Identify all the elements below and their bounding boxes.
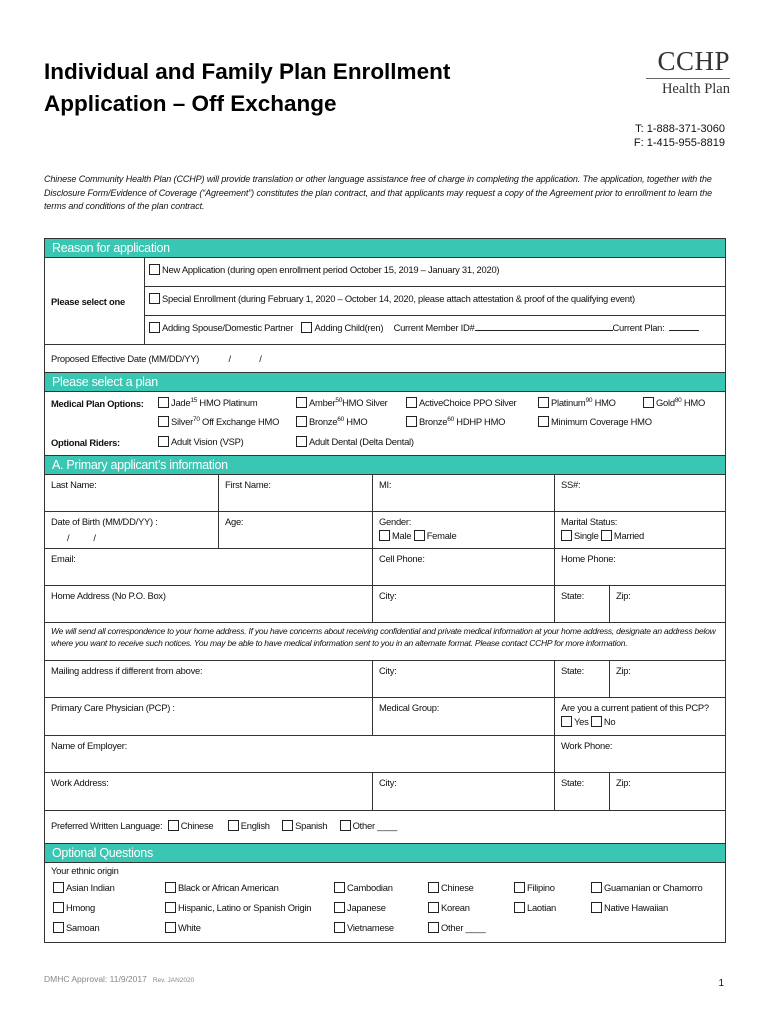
age-field[interactable] [219, 512, 373, 548]
reason-label-cell [45, 258, 145, 344]
marital-married-option[interactable] [601, 530, 644, 541]
ethnic-white[interactable] [165, 922, 201, 933]
age-label: Age: [225, 516, 244, 527]
ethnic-asian-indian-label: Asian Indian [66, 882, 115, 893]
logo-main-text: CCHP [657, 46, 730, 76]
ethnic-cambodian-checkbox[interactable] [334, 882, 345, 893]
home-zip-field[interactable] [610, 586, 725, 622]
lang-chinese-label: Chinese [180, 820, 214, 831]
ethnic-chinese-checkbox[interactable] [428, 882, 439, 893]
marital-label: Marital Status: [561, 516, 618, 527]
ethnic-asian-indian-checkbox[interactable] [53, 882, 64, 893]
member-id-label: Current Member ID# [393, 322, 475, 333]
plan-bronze-label: Bronze [309, 416, 338, 428]
marital-married-label: Married [613, 530, 644, 541]
ethnic-native-hawaiian-label: Native Hawaiian [604, 902, 668, 913]
plan-amber-rest: HMO Silver [342, 397, 388, 409]
ethnic-guamanian-checkbox[interactable] [591, 882, 602, 893]
cell-phone-field[interactable] [373, 549, 555, 585]
section-primary-header: A. Primary applicant’s information [45, 456, 725, 475]
optional-riders-label: Optional Riders: [51, 437, 120, 448]
plan-amber-option[interactable] [296, 397, 388, 408]
lang-english-checkbox[interactable] [228, 820, 239, 831]
ethnic-block [45, 863, 725, 942]
work-phone-label: Work Phone: [561, 740, 613, 751]
pcp-field[interactable] [45, 698, 373, 735]
work-address-field[interactable] [45, 773, 373, 810]
gender-female-label: Female [426, 530, 457, 541]
lang-english-option[interactable] [228, 820, 270, 831]
ethnic-other-label: Other ____ [441, 922, 486, 933]
gender-field [373, 512, 555, 548]
work-phone-field[interactable] [555, 736, 725, 772]
marital-single-checkbox[interactable] [561, 530, 572, 541]
work-city-label: City: [379, 777, 397, 788]
marital-married-checkbox[interactable] [601, 530, 612, 541]
mi-label: MI: [379, 479, 392, 490]
gender-male-label: Male [392, 530, 412, 541]
ssn-label: SS#: [561, 479, 581, 490]
plan-bronze-checkbox[interactable] [296, 416, 307, 427]
last-name-field[interactable] [45, 475, 219, 511]
ethnic-hispanic-checkbox[interactable] [165, 902, 176, 913]
patient-yes-checkbox[interactable] [561, 716, 572, 727]
ethnic-origin-label: Your ethnic origin [51, 865, 119, 876]
title-line-2: Application – Off Exchange [44, 91, 337, 116]
plan-platinum-rest: HMO [592, 397, 616, 409]
plan-gold-checkbox[interactable] [643, 397, 654, 408]
member-id-field[interactable] [475, 322, 613, 331]
lang-english-label: English [240, 820, 270, 831]
ethnic-filipino-checkbox[interactable] [514, 882, 525, 893]
rider-dental-option[interactable] [296, 436, 414, 447]
plan-bronze-option[interactable] [296, 416, 367, 427]
dob-separators [51, 532, 212, 543]
confidential-notice: We will send all correspondence to your home address. If you have concerns about receiving confidential and private medical information at your home address, designate an address below where you want to receive such notices. You may be able to have medical information sent to you in an alternate format. Please contact CCHP for more information. [51, 626, 716, 648]
plan-activechoice-checkbox[interactable] [406, 397, 417, 408]
patient-no-checkbox[interactable] [591, 716, 602, 727]
new-application-checkbox[interactable] [149, 264, 160, 275]
ethnic-asian-indian[interactable] [53, 882, 115, 893]
plan-jade-sup: 15 [190, 397, 198, 404]
ethnic-vietnamese-checkbox[interactable] [334, 922, 345, 933]
mailing-address-row [45, 661, 725, 698]
plan-activechoice-label: ActiveChoice PPO Silver [419, 397, 517, 408]
ethnic-black[interactable] [165, 882, 279, 893]
gender-female-option[interactable] [414, 530, 457, 541]
ethnic-white-checkbox[interactable] [165, 922, 176, 933]
rider-vision-option[interactable] [158, 436, 243, 447]
reason-options [145, 258, 725, 344]
plan-platinum-label: Platinum [551, 397, 586, 409]
home-city-label: City: [379, 590, 397, 601]
notice-row [45, 623, 725, 661]
plan-jade-option[interactable] [158, 397, 257, 408]
lang-spanish-option[interactable] [282, 820, 327, 831]
add-child-checkbox[interactable] [301, 322, 312, 333]
ethnic-laotian-checkbox[interactable] [514, 902, 525, 913]
dob-label: Date of Birth (MM/DD/YY) : [51, 516, 158, 527]
plan-platinum-option[interactable] [538, 397, 616, 408]
medical-group-label: Medical Group: [379, 702, 440, 713]
special-enrollment-checkbox[interactable] [149, 293, 160, 304]
section-plan-header: Please select a plan [45, 373, 725, 392]
plan-amber-sup: 50 [335, 397, 343, 404]
add-child-option[interactable] [301, 322, 383, 333]
ethnic-japanese-checkbox[interactable] [334, 902, 345, 913]
home-phone-field[interactable] [555, 549, 725, 585]
contact-row [45, 549, 725, 586]
logo-divider [646, 78, 730, 79]
plan-bronze-rest: HMO [343, 416, 368, 428]
adding-member-option [145, 316, 725, 344]
plan-gold-label: Gold [656, 397, 675, 409]
mailing-zip-label: Zip: [616, 665, 631, 676]
ethnic-japanese-label: Japanese [347, 902, 386, 913]
new-application-option[interactable] [145, 258, 725, 287]
plan-gold-sup: 80 [674, 397, 682, 404]
medical-group-field[interactable] [373, 698, 555, 735]
rider-vision-label: Adult Vision (VSP) [171, 436, 244, 447]
ethnic-korean-checkbox[interactable] [428, 902, 439, 913]
ethnic-korean-label: Korean [441, 902, 470, 913]
home-address-label: Home Address (No P.O. Box) [51, 590, 166, 601]
language-cell [45, 811, 725, 843]
work-address-row [45, 773, 725, 811]
plan-activechoice-option[interactable] [406, 397, 516, 408]
email-field[interactable] [45, 549, 373, 585]
plan-bronze-hdhp-sup: 60 [447, 416, 454, 423]
plan-platinum-checkbox[interactable] [538, 397, 549, 408]
footer-approval [44, 974, 194, 984]
add-spouse-checkbox[interactable] [149, 322, 160, 333]
mi-field[interactable] [373, 475, 555, 511]
language-label: Preferred Written Language: [51, 820, 163, 831]
special-enrollment-option[interactable] [145, 287, 725, 316]
lang-other-option[interactable] [340, 820, 397, 831]
revision-text: Rev. JAN2020 [152, 977, 195, 984]
home-address-field[interactable] [45, 586, 373, 622]
ethnic-chinese[interactable] [428, 882, 474, 893]
mailing-address-field[interactable] [45, 661, 373, 697]
plan-jade-rest: HMO Platinum [197, 397, 258, 409]
ethnic-hispanic[interactable] [165, 902, 311, 913]
employer-row [45, 736, 725, 773]
section-reason-header: Reason for application [45, 239, 725, 258]
ethnic-guamanian[interactable] [591, 882, 702, 893]
logo-sub-text: Health Plan [661, 81, 730, 97]
lang-spanish-label: Spanish [295, 820, 328, 831]
lang-chinese-checkbox[interactable] [168, 820, 179, 831]
ethnic-hmong-label: Hmong [66, 902, 95, 913]
home-city-field[interactable] [373, 586, 555, 622]
rider-dental-label: Adult Dental (Delta Dental) [309, 436, 414, 447]
ethnic-other[interactable] [428, 922, 485, 933]
ethnic-white-label: White [178, 922, 201, 933]
ethnic-samoan-label: Samoan [66, 922, 100, 933]
work-state-field[interactable] [555, 773, 610, 810]
plan-bronze-hdhp-checkbox[interactable] [406, 416, 417, 427]
rider-dental-checkbox[interactable] [296, 436, 307, 447]
plan-jade-label: Jade [171, 397, 191, 409]
effective-date-label: Proposed Effective Date (MM/DD/YY) [51, 353, 200, 364]
ethnic-laotian[interactable] [514, 902, 556, 913]
fax-number: F: 1-415-955-8819 [633, 137, 725, 149]
home-zip-label: Zip: [616, 590, 631, 601]
gender-male-option[interactable] [379, 530, 411, 541]
mailing-zip-field[interactable] [610, 661, 725, 697]
date-separator-2: / [259, 353, 262, 364]
phone-number: T: 1-888-371-3060 [635, 123, 725, 135]
ethnic-black-checkbox[interactable] [165, 882, 176, 893]
home-state-field[interactable] [555, 586, 610, 622]
ethnic-native-hawaiian[interactable] [591, 902, 668, 913]
work-address-label: Work Address: [51, 777, 109, 788]
plan-silver-rest: Off Exchange HMO [199, 416, 280, 428]
employer-field[interactable] [45, 736, 555, 772]
dob-sep-2: / [93, 532, 96, 543]
lang-chinese-option[interactable] [168, 820, 214, 831]
effective-date-cell[interactable] [45, 345, 725, 372]
plan-amber-checkbox[interactable] [296, 397, 307, 408]
page-number: 1 [718, 978, 724, 989]
add-spouse-label: Adding Spouse/Domestic Partner [162, 322, 294, 333]
approval-text: DMHC Approval: 11/9/2017 [44, 974, 147, 984]
plan-minimum-checkbox[interactable] [538, 416, 549, 427]
plan-bronze-hdhp-label: Bronze [419, 416, 448, 428]
gender-male-checkbox[interactable] [379, 530, 390, 541]
mailing-city-label: City: [379, 665, 397, 676]
work-state-label: State: [561, 777, 584, 788]
special-enrollment-label: Special Enrollment (during February 1, 2020 – October 14, 2020, please attach attestation & proof of the qualifying event) [162, 293, 635, 304]
ethnic-cambodian-label: Cambodian [347, 882, 393, 893]
dob-row [45, 512, 725, 549]
mailing-city-field[interactable] [373, 661, 555, 697]
home-phone-label: Home Phone: [561, 553, 616, 564]
plan-bronze-sup: 60 [337, 416, 344, 423]
current-patient-field [555, 698, 725, 735]
new-application-label: New Application (during open enrollment period October 15, 2019 – January 31, 2020) [162, 264, 500, 275]
plan-options-block [45, 392, 725, 456]
dob-sep-1: / [67, 532, 70, 543]
plan-silver-label: Silver [171, 416, 193, 428]
plan-silver-option[interactable] [158, 416, 279, 427]
employer-label: Name of Employer: [51, 740, 127, 751]
cell-phone-label: Cell Phone: [379, 553, 425, 564]
ethnic-native-hawaiian-checkbox[interactable] [591, 902, 602, 913]
enrollment-form [44, 238, 726, 943]
home-address-row [45, 586, 725, 623]
marital-single-label: Single [574, 530, 599, 541]
contact-info [634, 122, 725, 150]
lang-other-label: Other ____ [352, 820, 398, 831]
patient-yes-label: Yes [574, 716, 589, 727]
intro-paragraph: Chinese Community Health Plan (CCHP) will provide translation or other language assistance free of charge in completing the application. The application, together with the Disclosure Form/Evidence of Coverage (“Agreement”) constitutes the plan contract, and that applicants may request a copy of the Agreement prior to enrollment to learn the terms and conditions of the plan contract. [44, 174, 713, 211]
ethnic-other-checkbox[interactable] [428, 922, 439, 933]
plan-minimum-option[interactable] [538, 416, 652, 427]
work-zip-label: Zip: [616, 777, 631, 788]
first-name-field[interactable] [219, 475, 373, 511]
ethnic-japanese[interactable] [334, 902, 386, 913]
plan-platinum-sup: 90 [585, 397, 593, 404]
plan-bronze-hdhp-rest: HDHP HMO [453, 416, 506, 428]
plan-amber-label: Amber [309, 397, 336, 409]
add-spouse-option[interactable] [149, 322, 293, 333]
current-patient-label: Are you a current patient of this PCP? [561, 702, 709, 713]
dob-field[interactable] [45, 512, 219, 548]
rider-vision-checkbox[interactable] [158, 436, 169, 447]
ethnic-vietnamese[interactable] [334, 922, 394, 933]
gender-female-checkbox[interactable] [414, 530, 425, 541]
marital-field [555, 512, 725, 548]
patient-yes-option[interactable] [561, 716, 589, 727]
ethnic-samoan[interactable] [53, 922, 99, 933]
pcp-row [45, 698, 725, 736]
lang-spanish-checkbox[interactable] [282, 820, 293, 831]
plan-minimum-label: Minimum Coverage HMO [551, 416, 652, 427]
medical-plan-label: Medical Plan Options: [51, 398, 144, 409]
ethnic-samoan-checkbox[interactable] [53, 922, 64, 933]
add-child-label: Adding Child(ren) [314, 322, 384, 333]
ethnic-hispanic-label: Hispanic, Latino or Spanish Origin [178, 902, 312, 913]
email-label: Email: [51, 553, 76, 564]
ethnic-hmong[interactable] [53, 902, 95, 913]
ethnic-laotian-label: Laotian [527, 902, 557, 913]
current-plan-label: Current Plan: [612, 322, 665, 333]
patient-no-label: No [603, 716, 616, 727]
first-name-label: First Name: [225, 479, 271, 490]
effective-date-row [45, 345, 725, 373]
work-city-field[interactable] [373, 773, 555, 810]
ethnic-filipino-label: Filipino [527, 882, 555, 893]
title-line-1: Individual and Family Plan Enrollment [44, 59, 451, 84]
reason-row [45, 258, 725, 345]
ssn-field[interactable] [555, 475, 725, 511]
mailing-address-label: Mailing address if different from above: [51, 665, 203, 676]
ethnic-chinese-label: Chinese [441, 882, 474, 893]
mailing-state-field[interactable] [555, 661, 610, 697]
gender-label: Gender: [379, 516, 412, 527]
plan-gold-rest: HMO [681, 397, 706, 409]
ethnic-filipino[interactable] [514, 882, 555, 893]
lang-other-checkbox[interactable] [340, 820, 351, 831]
mailing-state-label: State: [561, 665, 584, 676]
home-state-label: State: [561, 590, 584, 601]
page-title [44, 56, 450, 120]
ethnic-vietnamese-label: Vietnamese [347, 922, 394, 933]
ethnic-black-label: Black or African American [178, 882, 279, 893]
plan-silver-checkbox[interactable] [158, 416, 169, 427]
pcp-label: Primary Care Physician (PCP) : [51, 702, 175, 713]
ethnic-korean[interactable] [428, 902, 470, 913]
last-name-label: Last Name: [51, 479, 97, 490]
ethnic-hmong-checkbox[interactable] [53, 902, 64, 913]
please-select-one-label: Please select one [51, 295, 125, 307]
plan-bronze-hdhp-option[interactable] [406, 416, 505, 427]
current-plan-field[interactable] [669, 322, 699, 331]
ethnic-guamanian-label: Guamanian or Chamorro [604, 882, 703, 893]
date-separator-1: / [228, 353, 231, 364]
ethnic-cambodian[interactable] [334, 882, 393, 893]
patient-no-option[interactable] [591, 716, 615, 727]
section-optional-header: Optional Questions [45, 844, 725, 863]
marital-single-option[interactable] [561, 530, 599, 541]
plan-silver-sup: 70 [192, 416, 200, 423]
work-zip-field[interactable] [610, 773, 725, 810]
name-row [45, 475, 725, 512]
plan-jade-checkbox[interactable] [158, 397, 169, 408]
language-row [45, 811, 725, 844]
plan-gold-option[interactable] [643, 397, 705, 408]
cchp-logo [638, 47, 730, 97]
